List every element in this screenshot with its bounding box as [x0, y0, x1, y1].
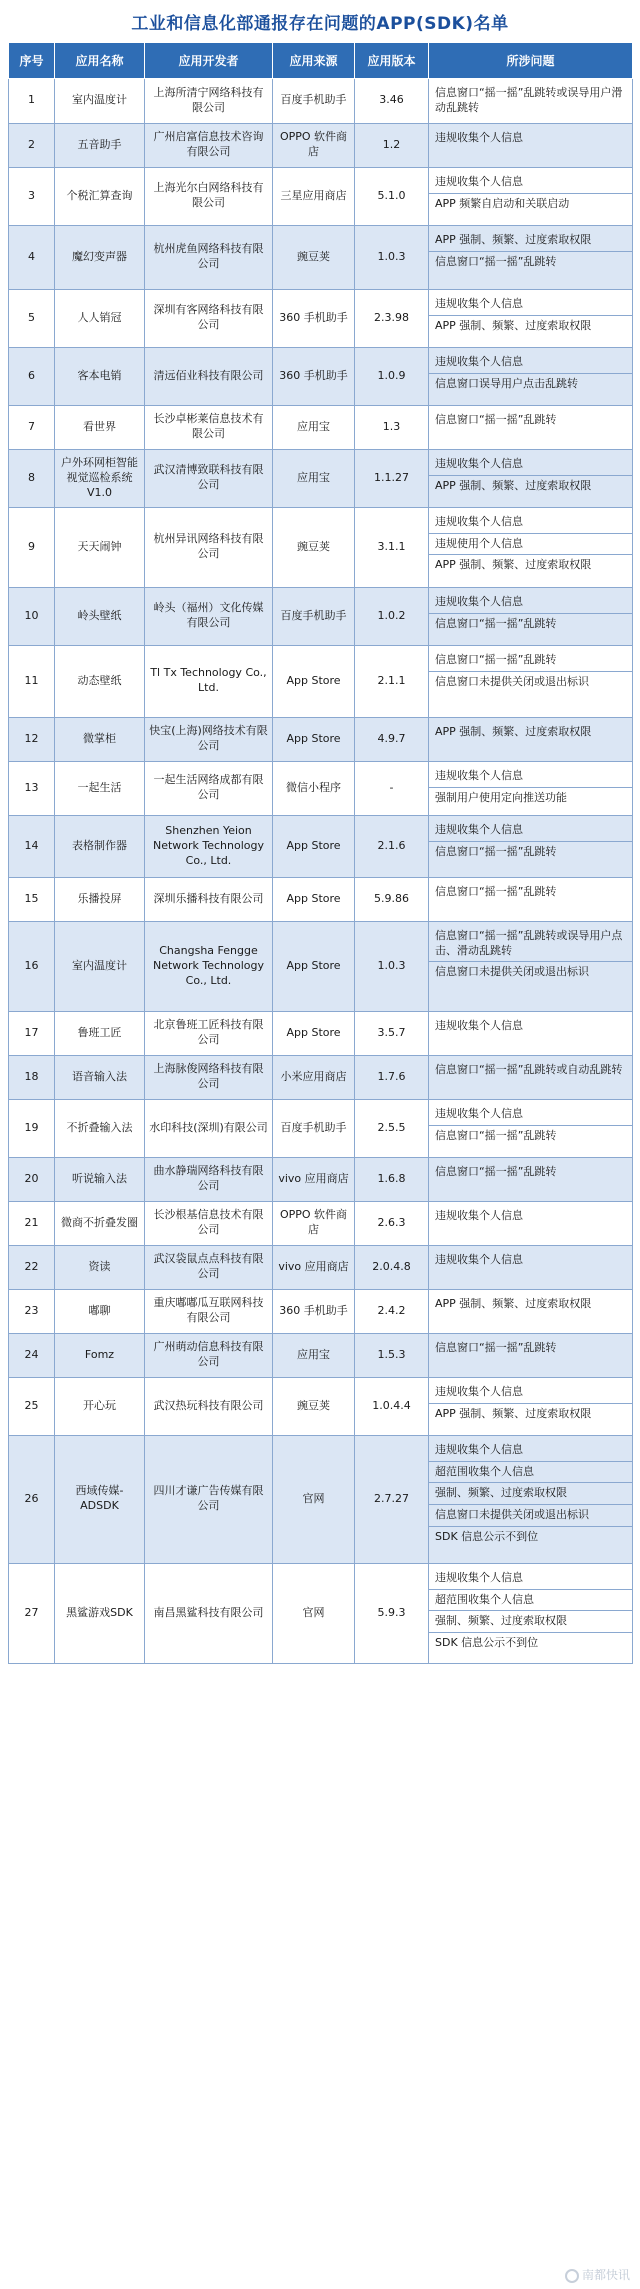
cell-issues: [429, 717, 633, 761]
cell-no: 24: [9, 1333, 55, 1377]
cell-no: 1: [9, 79, 55, 124]
cell-no: 13: [9, 761, 55, 815]
cell-source: App Store: [273, 1011, 355, 1055]
issue-item: 信息窗口“摇一摇”乱跳转: [429, 613, 632, 635]
issue-item: 违规收集个人信息: [435, 1252, 523, 1266]
header-source: 应用来源: [273, 43, 355, 79]
cell-developer: 广州启富信息技术咨询有限公司: [145, 123, 273, 167]
cell-developer: 杭州虎鱼网络科技有限公司: [145, 225, 273, 289]
table-row: [9, 761, 633, 815]
cell-version: 5.1.0: [355, 167, 429, 225]
cell-name: 西域传媒-ADSDK: [55, 1435, 145, 1563]
cell-source: 百度手机助手: [273, 1099, 355, 1157]
issue-item: APP 强制、频繁、过度索取权限: [435, 232, 592, 246]
cell-no: 4: [9, 225, 55, 289]
issue-item: SDK 信息公示不到位: [429, 1526, 632, 1548]
cell-name: 黑鲨游戏SDK: [55, 1563, 145, 1663]
table-row: [9, 815, 633, 877]
cell-version: 1.3: [355, 405, 429, 449]
cell-name: 开心玩: [55, 1377, 145, 1435]
table-row: [9, 123, 633, 167]
cell-source: 官网: [273, 1563, 355, 1663]
cell-source: 360 手机助手: [273, 1289, 355, 1333]
cell-source: 360 手机助手: [273, 289, 355, 347]
cell-source: 应用宝: [273, 449, 355, 507]
cell-no: 5: [9, 289, 55, 347]
cell-developer: 岭头（福州）文化传媒有限公司: [145, 587, 273, 645]
issue-item: 违规收集个人信息: [435, 1442, 523, 1456]
issue-item: 信息窗口“摇一摇”乱跳转: [429, 1125, 632, 1147]
cell-developer: 上海脉俊网络科技有限公司: [145, 1055, 273, 1099]
cell-no: 27: [9, 1563, 55, 1663]
cell-developer: 广州萌动信息科技有限公司: [145, 1333, 273, 1377]
cell-version: 3.46: [355, 79, 429, 124]
cell-source: 豌豆荚: [273, 225, 355, 289]
cell-version: 1.1.27: [355, 449, 429, 507]
issue-item: 强制用户使用定向推送功能: [429, 787, 632, 809]
cell-no: 16: [9, 921, 55, 1011]
cell-source: App Store: [273, 645, 355, 717]
cell-name: 动态壁纸: [55, 645, 145, 717]
cell-version: 3.1.1: [355, 507, 429, 587]
cell-issues: [429, 921, 633, 1011]
issue-item: 信息窗口“摇一摇”乱跳转或误导用户点击、滑动乱跳转: [435, 928, 623, 957]
cell-version: 2.7.27: [355, 1435, 429, 1563]
issue-item: 违规收集个人信息: [435, 768, 523, 782]
cell-no: 2: [9, 123, 55, 167]
table-row: [9, 717, 633, 761]
issue-item: 违规收集个人信息: [435, 354, 523, 368]
cell-issues: [429, 123, 633, 167]
cell-name: 五音助手: [55, 123, 145, 167]
cell-issues: [429, 1055, 633, 1099]
issue-item: 信息窗口未提供关闭或退出标识: [429, 671, 632, 693]
issue-item: 违规收集个人信息: [435, 1018, 523, 1032]
header-name: 应用名称: [55, 43, 145, 79]
cell-name: 室内温度计: [55, 79, 145, 124]
cell-version: 4.9.7: [355, 717, 429, 761]
issue-item: 信息窗口“摇一摇”乱跳转: [435, 884, 557, 898]
issue-item: 信息窗口“摇一摇”乱跳转: [435, 652, 557, 666]
cell-no: 17: [9, 1011, 55, 1055]
issue-item: 信息窗口“摇一摇”乱跳转或自动乱跳转: [435, 1062, 623, 1076]
cell-name: 魔幻变声器: [55, 225, 145, 289]
table-row: [9, 1333, 633, 1377]
cell-name: 客本电销: [55, 347, 145, 405]
cell-no: 25: [9, 1377, 55, 1435]
cell-no: 9: [9, 507, 55, 587]
issue-item: 信息窗口“摇一摇”乱跳转或误导用户滑动乱跳转: [435, 86, 623, 114]
cell-source: vivo 应用商店: [273, 1157, 355, 1201]
table-row: [9, 645, 633, 717]
cell-no: 26: [9, 1435, 55, 1563]
issue-item: 超范围收集个人信息: [429, 1589, 632, 1611]
cell-name: 看世界: [55, 405, 145, 449]
cell-no: 12: [9, 717, 55, 761]
table-row: [9, 1563, 633, 1663]
cell-developer: 杭州异讯网络科技有限公司: [145, 507, 273, 587]
cell-source: App Store: [273, 815, 355, 877]
cell-source: 豌豆荚: [273, 1377, 355, 1435]
issue-item: APP 强制、频繁、过度索取权限: [429, 475, 632, 497]
cell-source: App Store: [273, 877, 355, 921]
table-row: [9, 1289, 633, 1333]
cell-issues: [429, 587, 633, 645]
cell-no: 19: [9, 1099, 55, 1157]
cell-issues: [429, 815, 633, 877]
cell-version: 2.5.5: [355, 1099, 429, 1157]
cell-developer: 长沙卓彬莱信息技术有限公司: [145, 405, 273, 449]
weibo-logo-icon: [565, 2269, 579, 2283]
cell-name: 人人销冠: [55, 289, 145, 347]
issue-item: 违规收集个人信息: [435, 1384, 523, 1398]
table-row: [9, 225, 633, 289]
cell-developer: 水印科技(深圳)有限公司: [145, 1099, 273, 1157]
cell-version: 2.3.98: [355, 289, 429, 347]
cell-issues: [429, 507, 633, 587]
watermark-text: 南都快讯: [581, 2268, 630, 2282]
issue-item: 强制、频繁、过度索取权限: [429, 1482, 632, 1504]
issue-item: APP 强制、频繁、过度索取权限: [429, 315, 632, 337]
cell-developer: Tl Tx Technology Co., Ltd.: [145, 645, 273, 717]
cell-no: 7: [9, 405, 55, 449]
cell-source: 应用宝: [273, 405, 355, 449]
issue-item: 违规收集个人信息: [435, 1106, 523, 1120]
table-row: [9, 1055, 633, 1099]
cell-developer: 上海所清宁网络科技有限公司: [145, 79, 273, 124]
table-row: [9, 1099, 633, 1157]
cell-source: OPPO 软件商店: [273, 1201, 355, 1245]
header-no: 序号: [9, 43, 55, 79]
table-row: [9, 405, 633, 449]
table-row: [9, 449, 633, 507]
cell-developer: Shenzhen Yeion Network Technology Co., Ltd.: [145, 815, 273, 877]
issue-item: 违规收集个人信息: [435, 296, 523, 310]
cell-source: 应用宝: [273, 1333, 355, 1377]
issue-item: APP 强制、频繁、过度索取权限: [435, 1296, 592, 1310]
cell-issues: [429, 1011, 633, 1055]
cell-version: 1.6.8: [355, 1157, 429, 1201]
table-row: [9, 289, 633, 347]
cell-no: 22: [9, 1245, 55, 1289]
cell-developer: 曲水静瑞网络科技有限公司: [145, 1157, 273, 1201]
cell-name: 天天闹钟: [55, 507, 145, 587]
cell-version: 2.0.4.8: [355, 1245, 429, 1289]
cell-no: 3: [9, 167, 55, 225]
issue-item: 信息窗口误导用户点击乱跳转: [429, 373, 632, 395]
table-row: [9, 507, 633, 587]
cell-issues: [429, 289, 633, 347]
cell-no: 21: [9, 1201, 55, 1245]
cell-no: 23: [9, 1289, 55, 1333]
cell-name: 不折叠输入法: [55, 1099, 145, 1157]
app-list-table: [8, 42, 633, 1664]
cell-name: 个税汇算查询: [55, 167, 145, 225]
cell-version: 5.9.86: [355, 877, 429, 921]
cell-issues: [429, 1157, 633, 1201]
cell-source: 三星应用商店: [273, 167, 355, 225]
cell-version: 2.1.6: [355, 815, 429, 877]
issue-item: 违规收集个人信息: [435, 1208, 523, 1222]
table-row: [9, 167, 633, 225]
issue-item: 违规使用个人信息: [429, 533, 632, 555]
cell-issues: [429, 1435, 633, 1563]
issue-item: 违规收集个人信息: [435, 822, 523, 836]
cell-developer: 深圳乐播科技有限公司: [145, 877, 273, 921]
cell-no: 10: [9, 587, 55, 645]
cell-source: App Store: [273, 921, 355, 1011]
cell-version: 2.1.1: [355, 645, 429, 717]
cell-issues: [429, 1289, 633, 1333]
cell-version: 1.0.4.4: [355, 1377, 429, 1435]
table-row: [9, 587, 633, 645]
cell-issues: [429, 761, 633, 815]
cell-source: 微信小程序: [273, 761, 355, 815]
cell-name: 表格制作器: [55, 815, 145, 877]
cell-name: 岭头壁纸: [55, 587, 145, 645]
cell-version: 1.7.6: [355, 1055, 429, 1099]
cell-version: 5.9.3: [355, 1563, 429, 1663]
issue-item: 违规收集个人信息: [435, 594, 523, 608]
issue-item: APP 频繁自启动和关联启动: [429, 193, 632, 215]
cell-name: 语音输入法: [55, 1055, 145, 1099]
issue-item: 超范围收集个人信息: [429, 1461, 632, 1483]
cell-issues: [429, 449, 633, 507]
cell-developer: Changsha Fengge Network Technology Co., Ltd.: [145, 921, 273, 1011]
cell-issues: [429, 877, 633, 921]
issue-item: 强制、频繁、过度索取权限: [429, 1610, 632, 1632]
cell-issues: [429, 1377, 633, 1435]
table-row: [9, 79, 633, 124]
table-row: [9, 347, 633, 405]
cell-developer: 北京鲁班工匠科技有限公司: [145, 1011, 273, 1055]
table-row: [9, 921, 633, 1011]
issue-item: 信息窗口“摇一摇”乱跳转: [435, 1340, 557, 1354]
header-version: 应用版本: [355, 43, 429, 79]
cell-source: OPPO 软件商店: [273, 123, 355, 167]
issue-item: SDK 信息公示不到位: [429, 1632, 632, 1654]
cell-developer: 武汉清博致联科技有限公司: [145, 449, 273, 507]
issue-item: 信息窗口“摇一摇”乱跳转: [429, 251, 632, 273]
cell-source: 小米应用商店: [273, 1055, 355, 1099]
issue-item: 违规收集个人信息: [435, 174, 523, 188]
cell-version: 1.0.2: [355, 587, 429, 645]
cell-issues: [429, 645, 633, 717]
cell-name: 微掌柜: [55, 717, 145, 761]
cell-version: 1.5.3: [355, 1333, 429, 1377]
issue-item: APP 强制、频繁、过度索取权限: [429, 554, 632, 576]
cell-developer: 武汉热玩科技有限公司: [145, 1377, 273, 1435]
table-row: [9, 1245, 633, 1289]
header-row: [9, 43, 633, 79]
cell-version: 2.4.2: [355, 1289, 429, 1333]
issue-item: 信息窗口未提供关闭或退出标识: [429, 961, 632, 983]
header-issues: 所涉问题: [429, 43, 633, 79]
cell-source: App Store: [273, 717, 355, 761]
cell-name: 资读: [55, 1245, 145, 1289]
cell-name: 听说输入法: [55, 1157, 145, 1201]
issue-item: 违规收集个人信息: [435, 1570, 523, 1584]
cell-version: 1.0.9: [355, 347, 429, 405]
issue-item: APP 强制、频繁、过度索取权限: [429, 1403, 632, 1425]
cell-developer: 长沙根基信息技术有限公司: [145, 1201, 273, 1245]
watermark: [565, 2266, 630, 2283]
cell-name: 鲁班工匠: [55, 1011, 145, 1055]
cell-no: 14: [9, 815, 55, 877]
cell-source: 豌豆荚: [273, 507, 355, 587]
cell-source: 百度手机助手: [273, 587, 355, 645]
cell-version: 3.5.7: [355, 1011, 429, 1055]
cell-version: 1.2: [355, 123, 429, 167]
table-row: [9, 1201, 633, 1245]
cell-no: 20: [9, 1157, 55, 1201]
cell-no: 8: [9, 449, 55, 507]
page-title: 工业和信息化部通报存在问题的APP(SDK)名单: [131, 13, 509, 34]
issue-item: 违规收集个人信息: [435, 130, 523, 144]
cell-issues: [429, 1563, 633, 1663]
cell-developer: 快宝(上海)网络技术有限公司: [145, 717, 273, 761]
cell-name: 室内温度计: [55, 921, 145, 1011]
cell-issues: [429, 1099, 633, 1157]
cell-developer: 一起生活网络成都有限公司: [145, 761, 273, 815]
cell-issues: [429, 405, 633, 449]
cell-issues: [429, 167, 633, 225]
issue-item: 违规收集个人信息: [435, 514, 523, 528]
cell-no: 18: [9, 1055, 55, 1099]
cell-source: 百度手机助手: [273, 79, 355, 124]
table-row: [9, 1157, 633, 1201]
cell-issues: [429, 1333, 633, 1377]
issue-item: 信息窗口“摇一摇”乱跳转: [435, 412, 557, 426]
cell-developer: 清远佰业科技有限公司: [145, 347, 273, 405]
cell-developer: 上海光尔白网络科技有限公司: [145, 167, 273, 225]
cell-source: 官网: [273, 1435, 355, 1563]
cell-no: 15: [9, 877, 55, 921]
cell-name: 微商不折叠发圈: [55, 1201, 145, 1245]
cell-developer: 重庆嘟嘟瓜互联网科技有限公司: [145, 1289, 273, 1333]
cell-name: 嘟聊: [55, 1289, 145, 1333]
cell-developer: 武汉袋鼠点点科技有限公司: [145, 1245, 273, 1289]
cell-developer: 四川才谦广告传媒有限公司: [145, 1435, 273, 1563]
cell-name: 乐播投屏: [55, 877, 145, 921]
cell-version: 1.0.3: [355, 921, 429, 1011]
issue-item: 信息窗口“摇一摇”乱跳转: [429, 841, 632, 863]
cell-version: 1.0.3: [355, 225, 429, 289]
table-row: [9, 1377, 633, 1435]
table-row: [9, 877, 633, 921]
table-row: [9, 1011, 633, 1055]
cell-no: 11: [9, 645, 55, 717]
cell-developer: 深圳有客网络科技有限公司: [145, 289, 273, 347]
cell-source: 360 手机助手: [273, 347, 355, 405]
header-developer: 应用开发者: [145, 43, 273, 79]
cell-developer: 南昌黑鲨科技有限公司: [145, 1563, 273, 1663]
issue-item: APP 强制、频繁、过度索取权限: [435, 724, 592, 738]
issue-item: 信息窗口“摇一摇”乱跳转: [435, 1164, 557, 1178]
cell-version: -: [355, 761, 429, 815]
cell-issues: [429, 1201, 633, 1245]
cell-name: Fomz: [55, 1333, 145, 1377]
table-row: [9, 1435, 633, 1563]
cell-issues: [429, 225, 633, 289]
issue-item: 信息窗口未提供关闭或退出标识: [429, 1504, 632, 1526]
issue-item: 违规收集个人信息: [435, 456, 523, 470]
cell-issues: [429, 347, 633, 405]
cell-name: 一起生活: [55, 761, 145, 815]
cell-no: 6: [9, 347, 55, 405]
cell-issues: [429, 79, 633, 124]
cell-name: 户外环网柜智能视觉巡检系统 V1.0: [55, 449, 145, 507]
cell-version: 2.6.3: [355, 1201, 429, 1245]
cell-source: vivo 应用商店: [273, 1245, 355, 1289]
cell-issues: [429, 1245, 633, 1289]
